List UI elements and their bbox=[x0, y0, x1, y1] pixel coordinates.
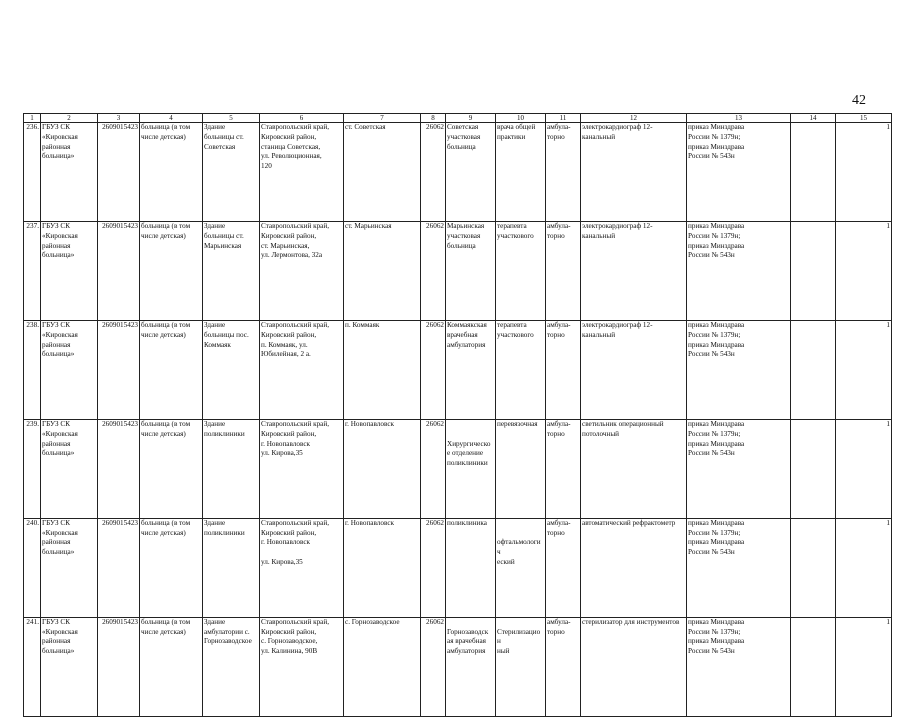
facility-type-cell: больница (в том числе детская) bbox=[140, 320, 203, 419]
building-cell: Здание больницы ст. Советская bbox=[203, 123, 260, 222]
order-reference-cell: приказ Минздрава России № 1379н; приказ Минздрава России № 543н bbox=[687, 518, 791, 617]
equipment-cell: электрокардиограф 12- канальный bbox=[581, 221, 687, 320]
empty-cell bbox=[791, 419, 836, 518]
empty-cell bbox=[791, 518, 836, 617]
address-cell: Ставропольский край, Кировский район, п. Коммаяк, ул. Юбилейная, 2 а. bbox=[260, 320, 344, 419]
inn-cell: 2609015423 bbox=[98, 419, 140, 518]
organization-cell: ГБУЗ СК «Кировская районная больница» bbox=[41, 419, 98, 518]
column-number: 1 bbox=[24, 114, 41, 123]
table-row bbox=[24, 123, 892, 222]
subdivision-cell: Коммаякская врачебная амбулатория bbox=[446, 320, 496, 419]
oktmo-cell: 26062 bbox=[421, 320, 446, 419]
column-number: 13 bbox=[687, 114, 791, 123]
locality-cell: г. Новопавловск bbox=[344, 419, 421, 518]
organization-cell: ГБУЗ СК «Кировская районная больница» bbox=[41, 617, 98, 716]
locality-cell: п. Коммаяк bbox=[344, 320, 421, 419]
subdivision-cell: Марьинская участковая больница bbox=[446, 221, 496, 320]
inn-cell: 2609015423 bbox=[98, 320, 140, 419]
care-condition-cell: амбула- торно bbox=[546, 419, 581, 518]
table-row bbox=[24, 320, 892, 419]
column-number: 3 bbox=[98, 114, 140, 123]
building-cell: Здание поликлиники bbox=[203, 518, 260, 617]
oktmo-cell: 26062 bbox=[421, 221, 446, 320]
column-number: 5 bbox=[203, 114, 260, 123]
oktmo-cell: 26062 bbox=[421, 419, 446, 518]
column-number: 12 bbox=[581, 114, 687, 123]
table-row bbox=[24, 419, 892, 518]
column-number: 14 bbox=[791, 114, 836, 123]
quantity-cell: 1 bbox=[836, 617, 892, 716]
column-number: 2 bbox=[41, 114, 98, 123]
column-number: 11 bbox=[546, 114, 581, 123]
position-cell: врача общей практики bbox=[496, 123, 546, 222]
subdivision-cell: поликлиника bbox=[446, 518, 496, 617]
position-cell: офтальмологич еский bbox=[496, 518, 546, 617]
address-cell: Ставропольский край, Кировский район, г. Новопавловск ул. Кирова,35 bbox=[260, 518, 344, 617]
column-number: 9 bbox=[446, 114, 496, 123]
inn-cell: 2609015423 bbox=[98, 518, 140, 617]
row-number-cell: 240. bbox=[24, 518, 41, 617]
equipment-cell: светильник операционный потолочный bbox=[581, 419, 687, 518]
organization-cell: ГБУЗ СК «Кировская районная больница» bbox=[41, 518, 98, 617]
quantity-cell: 1 bbox=[836, 320, 892, 419]
column-number: 8 bbox=[421, 114, 446, 123]
building-cell: Здание больницы пос. Коммаяк bbox=[203, 320, 260, 419]
table-row bbox=[24, 617, 892, 716]
organization-cell: ГБУЗ СК «Кировская районная больница» bbox=[41, 221, 98, 320]
equipment-cell: автоматический рефрактометр bbox=[581, 518, 687, 617]
row-number-cell: 236. bbox=[24, 123, 41, 222]
order-reference-cell: приказ Минздрава России № 1379н; приказ Минздрава России № 543н bbox=[687, 617, 791, 716]
row-number-cell: 237. bbox=[24, 221, 41, 320]
building-cell: Здание поликлиники bbox=[203, 419, 260, 518]
care-condition-cell: амбула- торно bbox=[546, 518, 581, 617]
equipment-cell: электрокардиограф 12- канальный bbox=[581, 320, 687, 419]
table-row bbox=[24, 518, 892, 617]
column-number: 4 bbox=[140, 114, 203, 123]
facility-type-cell: больница (в том числе детская) bbox=[140, 123, 203, 222]
oktmo-cell: 26062 bbox=[421, 617, 446, 716]
empty-cell bbox=[791, 123, 836, 222]
locality-cell: ст. Марьинская bbox=[344, 221, 421, 320]
order-reference-cell: приказ Минздрава России № 1379н; приказ Минздрава России № 543н bbox=[687, 123, 791, 222]
care-condition-cell: амбула- торно bbox=[546, 221, 581, 320]
equipment-table bbox=[23, 113, 892, 717]
building-cell: Здание амбулатории с. Горнозаводское bbox=[203, 617, 260, 716]
facility-type-cell: больница (в том числе детская) bbox=[140, 221, 203, 320]
inn-cell: 2609015423 bbox=[98, 617, 140, 716]
quantity-cell: 1 bbox=[836, 419, 892, 518]
order-reference-cell: приказ Минздрава России № 1379н; приказ Минздрава России № 543н bbox=[687, 419, 791, 518]
position-cell: терапевта участкового bbox=[496, 221, 546, 320]
subdivision-cell: Горнозаводск ая врачебная амбулатория bbox=[446, 617, 496, 716]
subdivision-cell: Советская участковая больница bbox=[446, 123, 496, 222]
quantity-cell: 1 bbox=[836, 518, 892, 617]
facility-type-cell: больница (в том числе детская) bbox=[140, 617, 203, 716]
page-number: 42 bbox=[852, 93, 866, 108]
oktmo-cell: 26062 bbox=[421, 518, 446, 617]
position-cell: Стерилизацион ный bbox=[496, 617, 546, 716]
organization-cell: ГБУЗ СК «Кировская районная больница» bbox=[41, 123, 98, 222]
care-condition-cell: амбула- торно bbox=[546, 123, 581, 222]
care-condition-cell: амбула- торно bbox=[546, 320, 581, 419]
address-cell: Ставропольский край, Кировский район, с. Горнозаводское, ул. Калинина, 90В bbox=[260, 617, 344, 716]
facility-type-cell: больница (в том числе детская) bbox=[140, 518, 203, 617]
row-number-cell: 239. bbox=[24, 419, 41, 518]
subdivision-cell: Хирургическо е отделение поликлиники bbox=[446, 419, 496, 518]
row-number-cell: 241. bbox=[24, 617, 41, 716]
address-cell: Ставропольский край, Кировский район, станица Советская, ул. Революционная, 120 bbox=[260, 123, 344, 222]
order-reference-cell: приказ Минздрава России № 1379н; приказ Минздрава России № 543н bbox=[687, 320, 791, 419]
column-number-row bbox=[24, 114, 892, 123]
quantity-cell: 1 bbox=[836, 123, 892, 222]
building-cell: Здание больницы ст. Марьинская bbox=[203, 221, 260, 320]
inn-cell: 2609015423 bbox=[98, 221, 140, 320]
equipment-cell: стерилизатор для инструментов bbox=[581, 617, 687, 716]
address-cell: Ставропольский край, Кировский район, ст. Марьинская, ул. Лермонтова, 32а bbox=[260, 221, 344, 320]
column-number: 15 bbox=[836, 114, 892, 123]
oktmo-cell: 26062 bbox=[421, 123, 446, 222]
organization-cell: ГБУЗ СК «Кировская районная больница» bbox=[41, 320, 98, 419]
order-reference-cell: приказ Минздрава России № 1379н; приказ Минздрава России № 543н bbox=[687, 221, 791, 320]
empty-cell bbox=[791, 320, 836, 419]
care-condition-cell: амбула- торно bbox=[546, 617, 581, 716]
column-number: 7 bbox=[344, 114, 421, 123]
position-cell: терапевта участкового bbox=[496, 320, 546, 419]
empty-cell bbox=[791, 221, 836, 320]
row-number-cell: 238. bbox=[24, 320, 41, 419]
address-cell: Ставропольский край, Кировский район, г. Новопавловск ул. Кирова,35 bbox=[260, 419, 344, 518]
equipment-cell: электрокардиограф 12- канальный bbox=[581, 123, 687, 222]
column-number: 10 bbox=[496, 114, 546, 123]
column-number: 6 bbox=[260, 114, 344, 123]
table-row bbox=[24, 221, 892, 320]
locality-cell: с. Горнозаводское bbox=[344, 617, 421, 716]
locality-cell: ст. Советская bbox=[344, 123, 421, 222]
inn-cell: 2609015423 bbox=[98, 123, 140, 222]
quantity-cell: 1 bbox=[836, 221, 892, 320]
position-cell: перевязочная bbox=[496, 419, 546, 518]
facility-type-cell: больница (в том числе детская) bbox=[140, 419, 203, 518]
empty-cell bbox=[791, 617, 836, 716]
locality-cell: г. Новопавловск bbox=[344, 518, 421, 617]
